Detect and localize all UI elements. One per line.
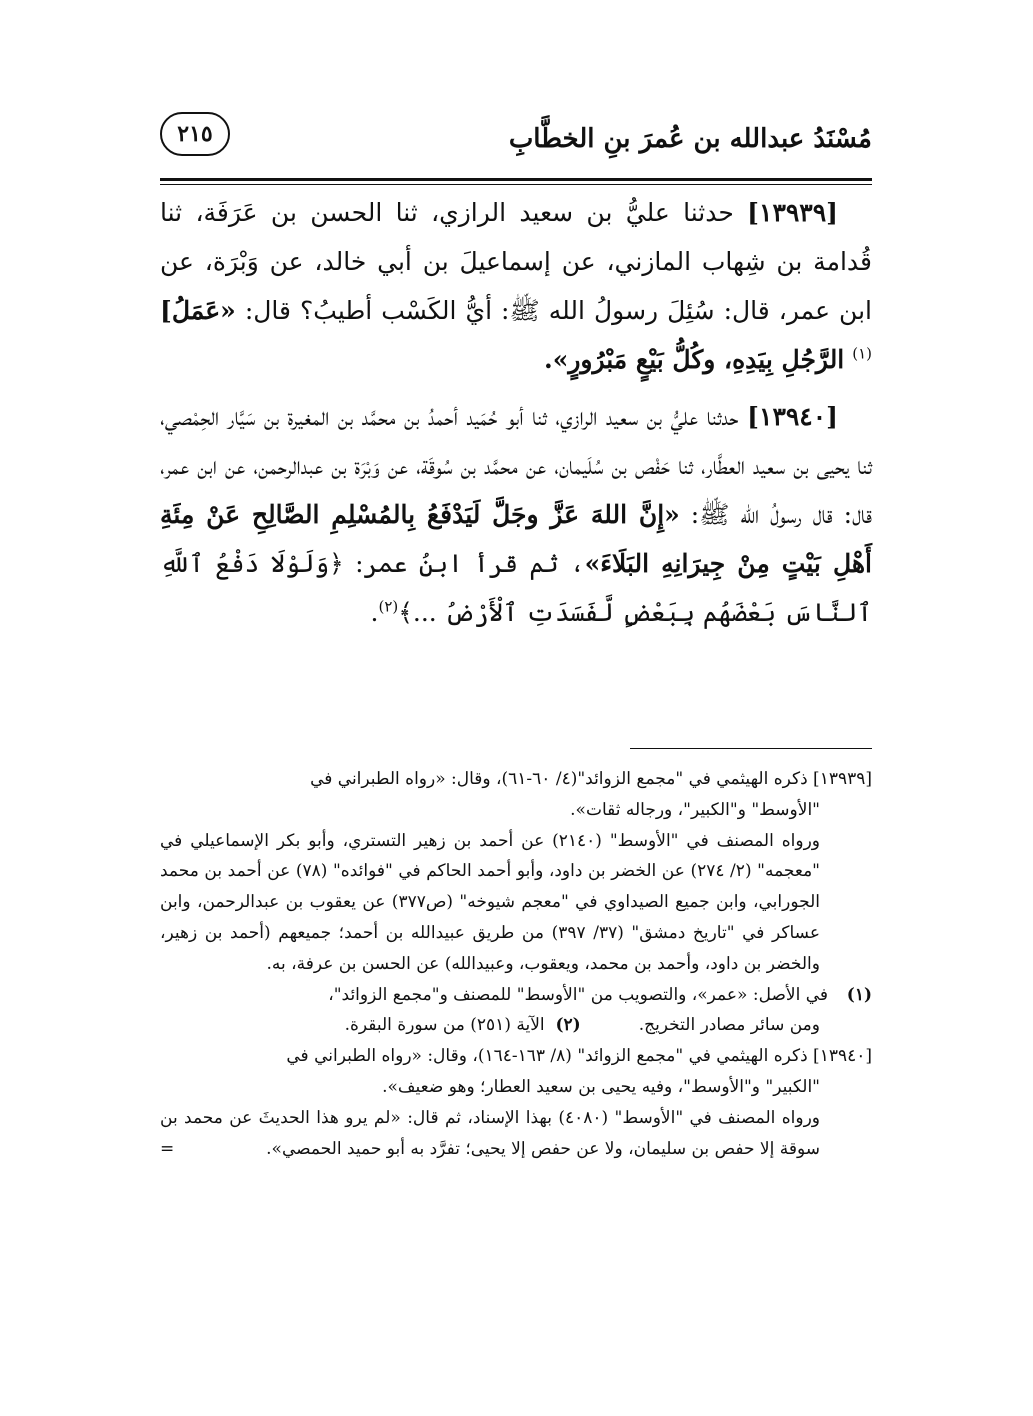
hadith-13940 [160, 392, 872, 637]
note-13940-para2: ورواه المصنف في "الأوسط" (٤٠٨٠) بهذا الإسناد، ثم قال: «لم يرو هذا الحديثَ عن محمد بن سوقة إلا حفص بن سليمان، ولا عن حفص إلا يحيى؛ تفرَّد به أبو حميد الحمصي». [160, 1107, 820, 1159]
page-header [160, 108, 872, 180]
hadith-number: [١٣٩٤٠] [747, 402, 838, 431]
note-13939-line2: "الأوسط" و"الكبير"، ورجاله ثقات». [570, 799, 820, 820]
footnote-1-line2 [160, 1010, 872, 1041]
hadith-number: [١٣٩٣٩] [747, 198, 838, 227]
running-title: مُسْنَدُ عبدالله بن عُمرَ بنِ الخطَّابِ [508, 124, 872, 154]
header-rule-thin [160, 184, 872, 185]
note-13939-line1: [١٣٩٣٩] ذكره الهيثمي في "مجمع الزوائد"(٤/ ٦٠-٦١)، وقال: «رواه الطبراني في [310, 769, 872, 789]
footnote-ref-2: (٢) [378, 597, 399, 616]
hadith-quote-open: «عَمَلُ] [160, 296, 236, 325]
hadith-13939 [160, 188, 872, 384]
hadith-quote-rest: الرَّجُلِ بِيَدِهِ، وكُلُّ بَيْعٍ مَبْرُورٍ». [543, 345, 845, 374]
hadith-end: . [370, 598, 379, 627]
footnote-1-mark: (١) [846, 984, 872, 1005]
hadith-chain: حدثنا عليُّ بن سعيد الرازي، ثنا أبو حُمَيد أحمدُ بن محمَّد بن المغيرة بن سَيَّار الحِمْصي، ثنا يحيى بن سعيد العطَّار، ثنا حَفْص بن سُلَيمان، عن محمَّد بن سُوقَة، عن وَبْرَة بن عبدالرحمن، عن ابن عمر، قال: قال رسولُ الله ﷺ: [160, 402, 872, 529]
note-13940-line1: [١٣٩٤٠] ذكره الهيثمي في "مجمع الزوائد" (٨/ ١٦٣-١٦٤)، وقال: «رواه الطبراني في [286, 1046, 872, 1067]
hadith-quote: «إِنَّ اللهَ عَزَّ وجَلَّ لَيَدْفَعُ بِالمُسْلِمِ الصَّالِحِ عَنْ مِئَةِ أَهْلِ بَيْتٍ مِنْ جِيرَانِهِ البَلَاءَ» [160, 500, 873, 578]
header-rule [160, 178, 872, 181]
footnote-1-line2-text: ومن سائر مصادر التخريج. [638, 1015, 820, 1036]
quran-verse: ﴿وَلَوْلَا دَفْعُ ٱللَّهِ ٱلنَّاسَ بَعْضَهُم بِبَعْضٍ لَّفَسَدَتِ ٱلْأَرْضُ ...﴾ [160, 549, 872, 627]
footnote-1-text: في الأصل: «عمر»، والتصويب من "الأوسط" للمصنف و"مجمع الزوائد"، [328, 984, 828, 1005]
continuation-mark: = [160, 1139, 175, 1160]
hadith-after-quote: ، ثم قرأ ابنُ عمر: [355, 549, 585, 578]
footnote-2 [345, 1015, 581, 1035]
hadith-chain: حدثنا عليُّ بن سعيد الرازي، ثنا الحسن بن عَرَفَة، ثنا قُدامة بن شِهاب المازني، عن إسماعيلَ بن أبي خالد، عن وَبْرَة، عن ابن عمر، قال: سُئِلَ رسولُ الله ﷺ: أيُّ الكَسْب أطيبُ؟ قال: [160, 198, 872, 325]
footnote-ref-1: (١) [852, 344, 872, 363]
footnote-2-text: الآية (٢٥١) من سورة البقرة. [344, 1015, 545, 1036]
note-13940-line2: "الكبير" و"الأوسط"، وفيه يحيى بن سعيد العطار؛ وهو ضعيف». [382, 1076, 820, 1097]
footnote-rule [630, 748, 872, 749]
footnotes [160, 764, 872, 1165]
note-13939-para2: ورواه المصنف في "الأوسط" (٢١٤٠) عن أحمد بن زهير التستري، وأبو بكر الإسماعيلي في "معجمه" (٢/ ٢٧٤) عن الخضر بن داود، وأبو أحمد الحاكم في "فوائده" (٧٨) عن أحمد بن محمد الجورابي، وابن جميع الصيداوي في "معجم شيوخه" (ص٣٧٧) عن يعقوب بن عبدالرحمن، وابن عساكر في "تاريخ دمشق" (٣٧/ ٣٩٧) من طريق عبيدالله بن أحمد؛ جميعهم (أحمد بن زهير، والخضر بن داود، وأحمد بن محمد، ويعقوب، وعبيدالله) عن الحسن بن عرفة، به. [160, 830, 821, 974]
page-number-badge: ٢١٥ [160, 112, 230, 156]
footnote-1 [160, 980, 872, 1011]
footnote-2-mark: (٢) [555, 1015, 581, 1036]
main-text [160, 188, 872, 645]
